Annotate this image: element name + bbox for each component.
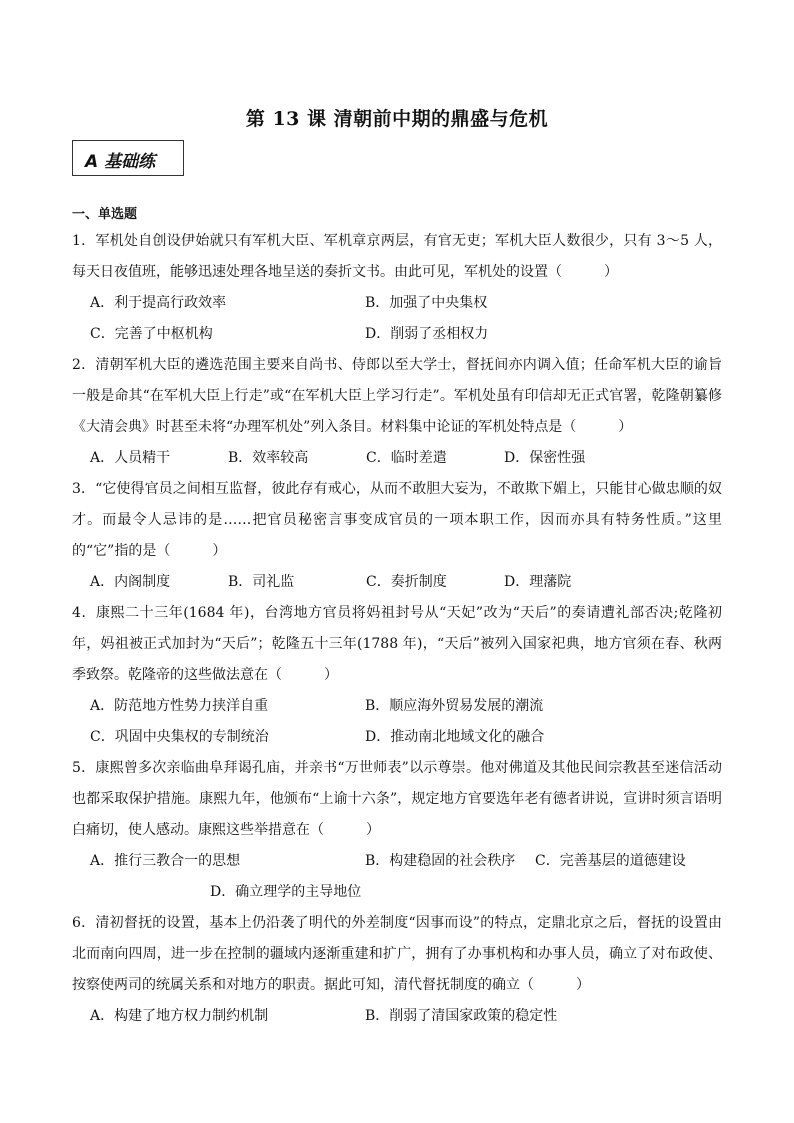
level-badge [72, 140, 184, 176]
page-title: 第 13 课 清朝前中期的鼎盛与危机 [245, 108, 549, 130]
question-stem: 2．清朝军机大臣的遴选范围主要来自尚书、侍郎以至大学士，督抚间亦内调入值；任命军机大臣的谕旨一般是命其“在军机大臣上行走”或“在军机大臣上学习行走”。军机处虽有印信却无正式官署，乾隆朝纂修《大清会典》时甚至未将“办理军机处”列入条目。材料集中论证的军机处特点是（ ） [72, 357, 722, 435]
option-group [72, 567, 722, 598]
option-b[interactable]: B．构建稳固的社会秩序 [365, 853, 516, 869]
option-c[interactable]: C．巩固中央集权的专制统治 [90, 729, 269, 745]
badge-label: A 基础练 [85, 152, 156, 172]
option-c[interactable]: C．临时差遣 [366, 450, 447, 466]
question-5 [72, 753, 722, 908]
question-list [72, 226, 722, 1032]
option-c[interactable]: C．完善了中枢机构 [90, 326, 213, 342]
question-6 [72, 908, 722, 1032]
option-a[interactable]: A．构建了地方权力制约机制 [90, 1008, 269, 1024]
question-3 [72, 474, 722, 598]
option-d[interactable]: D．确立理学的主导地位 [210, 884, 362, 900]
option-b[interactable]: B．加强了中央集权 [365, 295, 488, 311]
option-b[interactable]: B．司礼监 [228, 574, 295, 590]
option-group [72, 1001, 722, 1032]
option-b[interactable]: B．削弱了清国家政策的稳定性 [365, 1008, 558, 1024]
option-a[interactable]: A．推行三教合一的思想 [90, 853, 241, 869]
question-stem: 1．军机处自创设伊始就只有军机大臣、军机章京两层，有官无吏；军机大臣人数很少，只有 3～5 人，每天日夜值班，能够迅速处理各地呈送的奏折文书。由此可见，军机处的设置（ ） [72, 233, 722, 280]
option-b[interactable]: B．效率较高 [228, 450, 309, 466]
question-stem: 6．清初督抚的设置，基本上仍沿袭了明代的外差制度“因事而设”的特点，定鼎北京之后，督抚的设置由北而南向四周，进一步在控制的疆域内逐渐重建和扩广，拥有了办事机构和办事人员，确立了对布政使、按察使两司的统属关系和对地方的职责。据此可知，清代督抚制度的确立（ ） [72, 915, 722, 993]
option-a[interactable]: A．内阁制度 [90, 574, 171, 590]
option-group [72, 846, 722, 908]
section-heading: 一、单选题 [72, 207, 138, 222]
option-a[interactable]: A．防范地方性势力挟洋自重 [90, 698, 269, 714]
option-d[interactable]: D．理藩院 [504, 574, 572, 590]
option-d[interactable]: D．推动南北地域文化的融合 [365, 729, 545, 745]
question-stem: 5．康熙曾多次亲临曲阜拜谒孔庙，并亲书“万世师表”以示尊崇。他对佛道及其他民间宗教甚至迷信活动也都采取保护措施。康熙九年，他颁布“上谕十六条”，规定地方官要选年老有德者讲说，宣讲时须言语明白痛切，使人感动。康熙这些举措意在（ ） [72, 760, 722, 838]
option-b[interactable]: B．顺应海外贸易发展的潮流 [365, 698, 544, 714]
question-stem: 4．康熙二十三年(1684 年)，台湾地方官员将妈祖封号从“天妃”改为“天后”的奏请遭礼部否决;乾隆初年，妈祖被正式加封为“天后”；乾隆五十三年(1788 年)，“天后”被列入国家祀典，地方官须在春、秋两季致祭。乾隆帝的这些做法意在（ ） [72, 605, 722, 683]
option-a[interactable]: A．人员精干 [90, 450, 171, 466]
option-group [72, 691, 722, 753]
question-2 [72, 350, 722, 474]
option-d[interactable]: D．保密性强 [504, 450, 586, 466]
option-group [72, 443, 722, 474]
option-c[interactable]: C．奏折制度 [366, 574, 447, 590]
option-d[interactable]: D．削弱了丞相权力 [365, 326, 489, 342]
option-c[interactable]: C．完善基层的道德建设 [535, 853, 686, 869]
question-1 [72, 226, 722, 350]
option-group [72, 288, 722, 350]
question-4 [72, 598, 722, 753]
option-a[interactable]: A．利于提高行政效率 [90, 295, 227, 311]
question-stem: 3．“它使得官员之间相互监督，彼此存有戒心，从而不敢胆大妄为，不敢欺下媚上，只能甘心做忠顺的奴才。而最令人忌讳的是……把官员秘密言事变成官员的一项本职工作，因而亦具有特务性质。”这里的“它”指的是（ ） [72, 481, 722, 559]
